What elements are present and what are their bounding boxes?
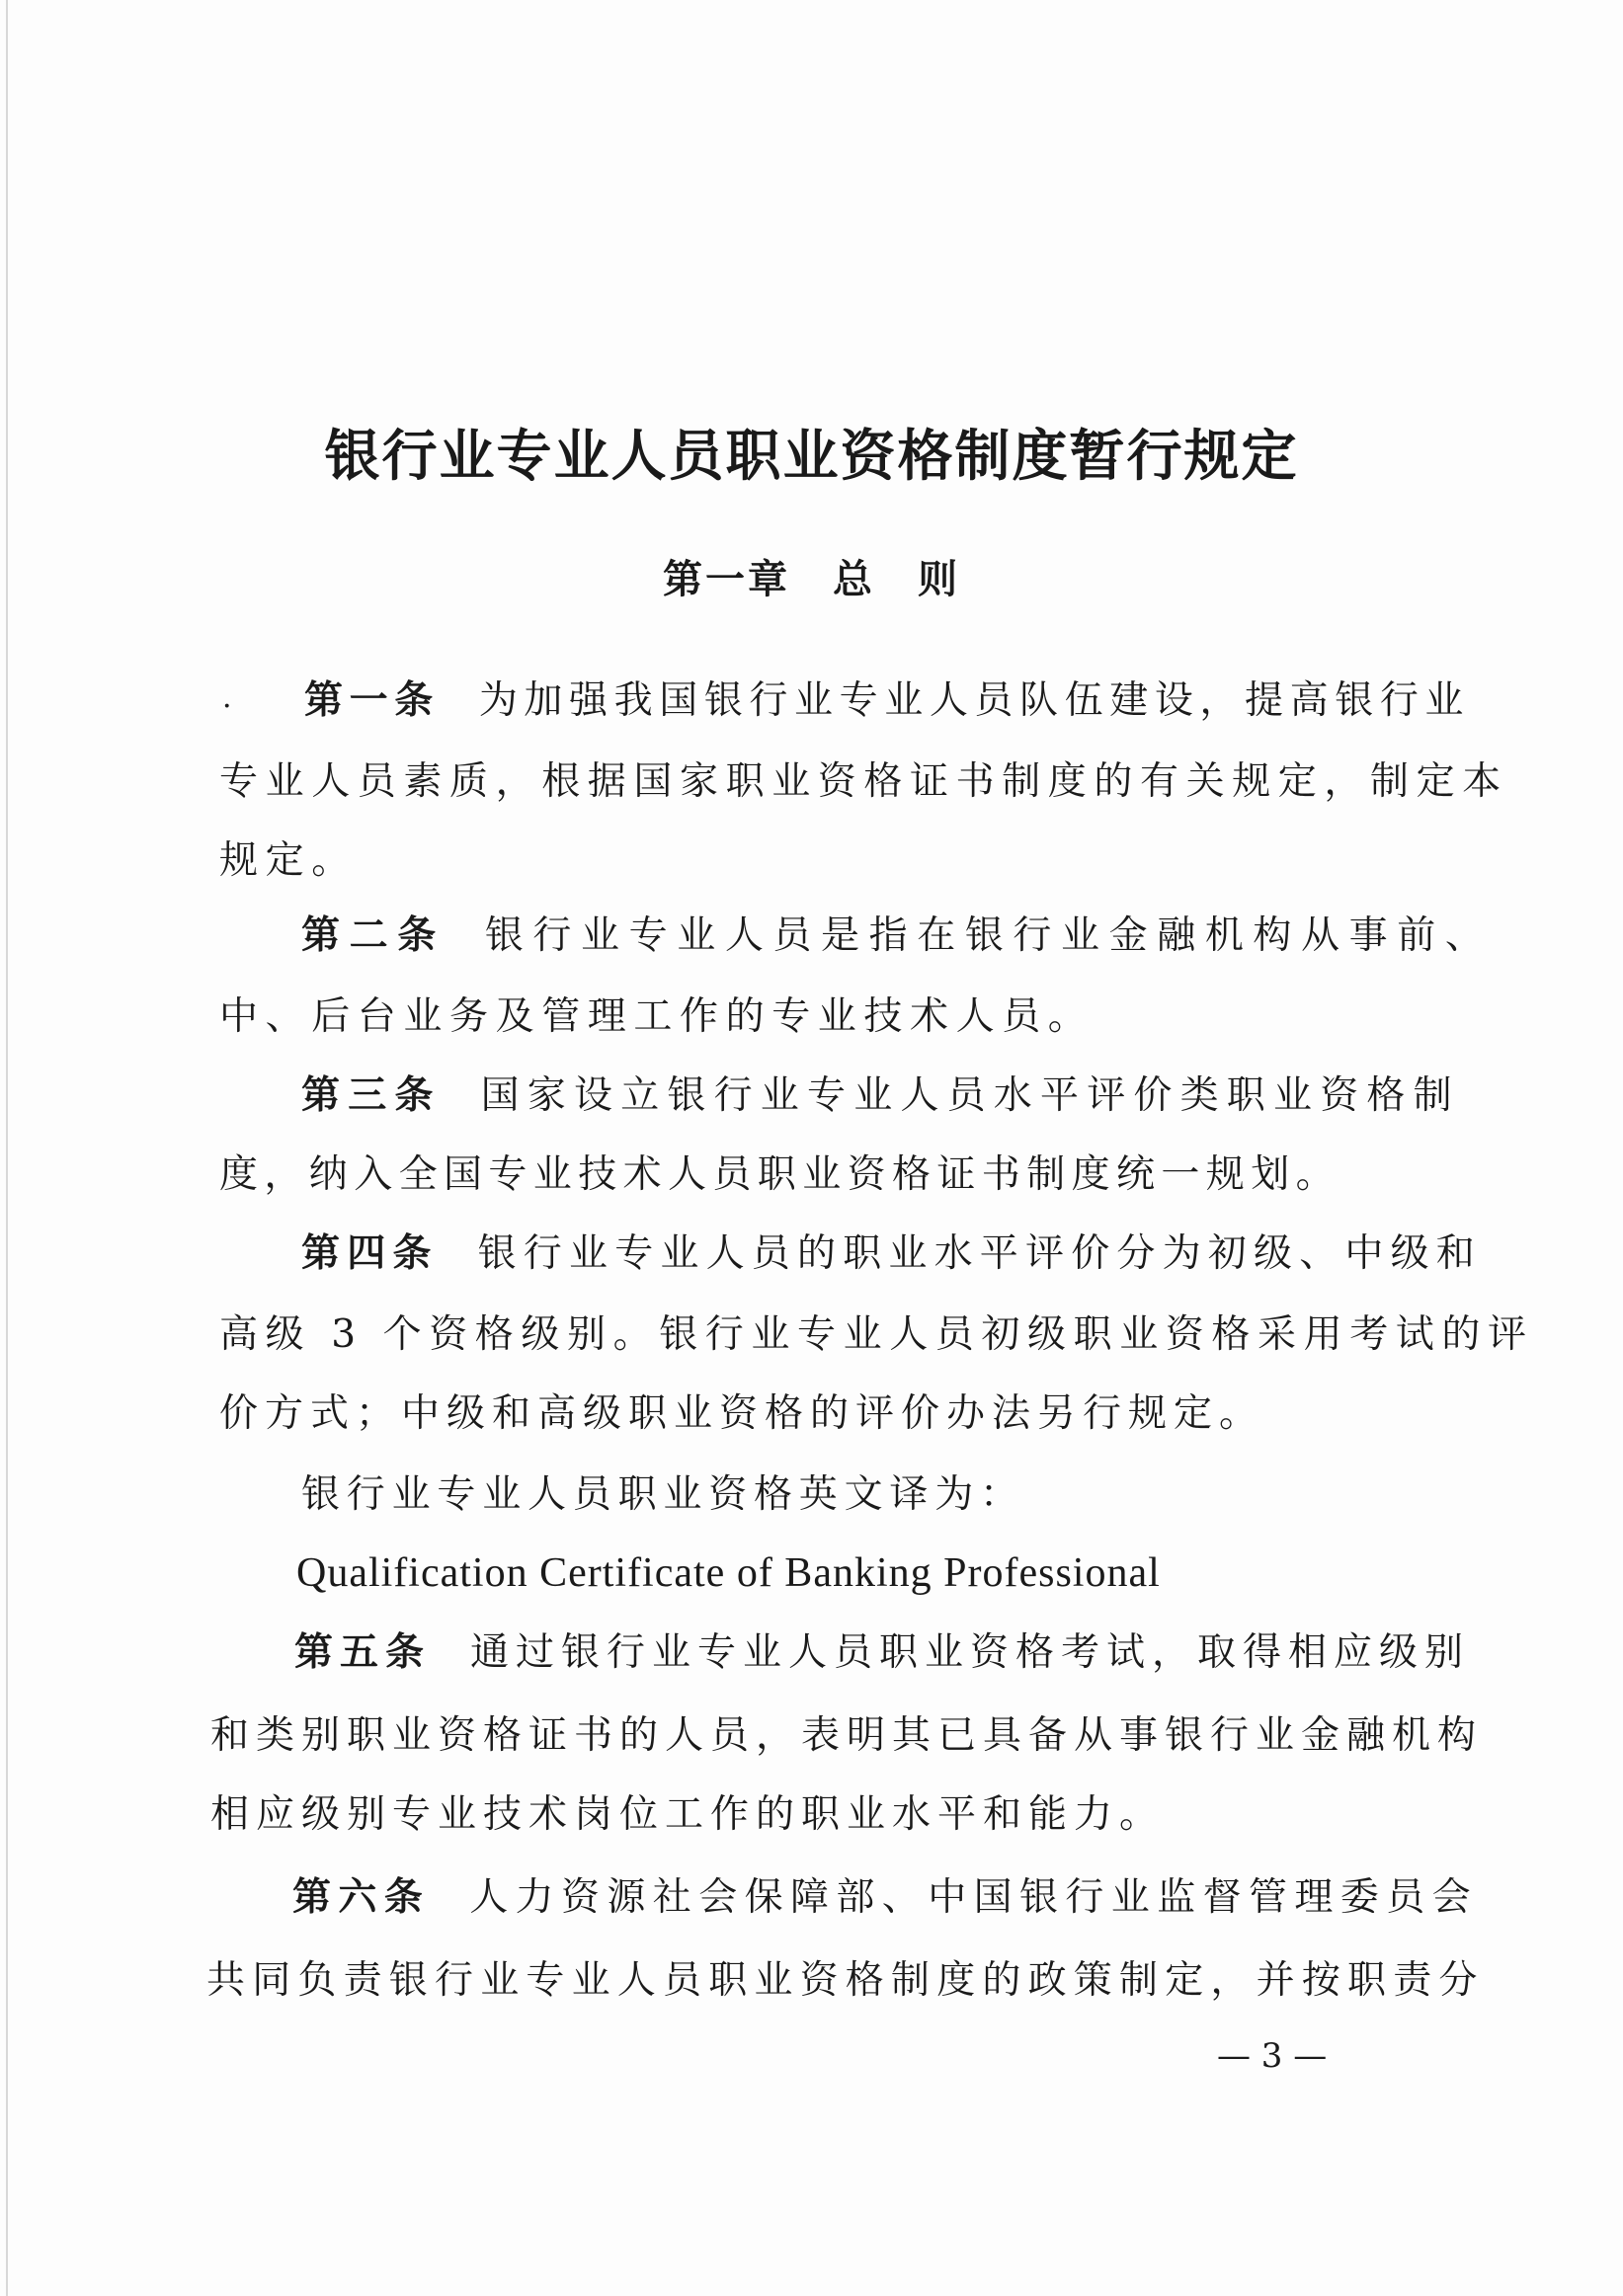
article-2-line-2: 中、后台业务及管理工作的专业技术人员。: [219, 994, 1095, 1039]
article-text: 人力资源社会保障部、中国银行业监督管理委员会: [469, 1875, 1479, 1920]
scan-edge-line: [6, 0, 8, 2296]
article-number: 第五条: [294, 1630, 432, 1675]
article-5-first-line: [294, 1630, 1471, 1675]
article-4-first-line: [301, 1231, 1483, 1276]
english-translation: Qualification Certificate of Banking Professional: [296, 1550, 1161, 1596]
article-6-line-2: 共同负责银行业专业人员职业资格制度的政策制定，并按职责分: [206, 1958, 1485, 2003]
article-3-line-2: 度，纳入全国专业技术人员职业资格证书制度统一规划。: [219, 1152, 1341, 1197]
article-4-line-2: 高级 3 个资格级别。银行业专业人员初级职业资格采用考试的评: [219, 1312, 1534, 1357]
article-1-first-line: [304, 678, 1471, 723]
article-text: 国家设立银行业专业人员水平评价类职业资格制: [480, 1073, 1460, 1118]
article-text: 银行业专业人员的职业水平评价分为初级、中级和: [477, 1231, 1483, 1276]
chapter-heading: 第一章 总 则: [663, 557, 960, 602]
article-2-first-line: [301, 913, 1494, 958]
document-title: 银行业专业人员职业资格制度暂行规定: [324, 425, 1299, 489]
article-text: 为加强我国银行业专业人员队伍建设，提高银行业: [478, 678, 1471, 723]
article-3-first-line: [301, 1073, 1460, 1118]
article-number: 第六条: [292, 1875, 431, 1920]
article-5-line-2: 和类别职业资格证书的人员，表明其已具备从事银行业金融机构: [210, 1713, 1484, 1758]
article-text: 银行业专业人员是指在银行业金融机构从事前、: [484, 913, 1494, 958]
article-1-line-2: 专业人员素质，根据国家职业资格证书制度的有关规定，制定本: [219, 759, 1508, 804]
article-4-line-4: 银行业专业人员职业资格英文译为：: [301, 1472, 1025, 1517]
article-number: 第三条: [301, 1073, 442, 1118]
article-6-first-line: [292, 1875, 1479, 1920]
article-number: 第四条: [301, 1231, 439, 1276]
article-text: 通过银行业专业人员职业资格考试，取得相应级别: [470, 1630, 1471, 1675]
article-1-line-3: 规定。: [219, 838, 358, 883]
article-number: 第二条: [301, 913, 446, 958]
stray-mark: ·: [222, 689, 232, 724]
article-number: 第一条: [304, 678, 440, 723]
article-4-line-3: 价方式；中级和高级职业资格的评价办法另行规定。: [219, 1391, 1265, 1436]
article-5-line-3: 相应级别专业技术岗位工作的职业水平和能力。: [210, 1792, 1166, 1837]
page-number: — 3 —: [1217, 2036, 1328, 2076]
